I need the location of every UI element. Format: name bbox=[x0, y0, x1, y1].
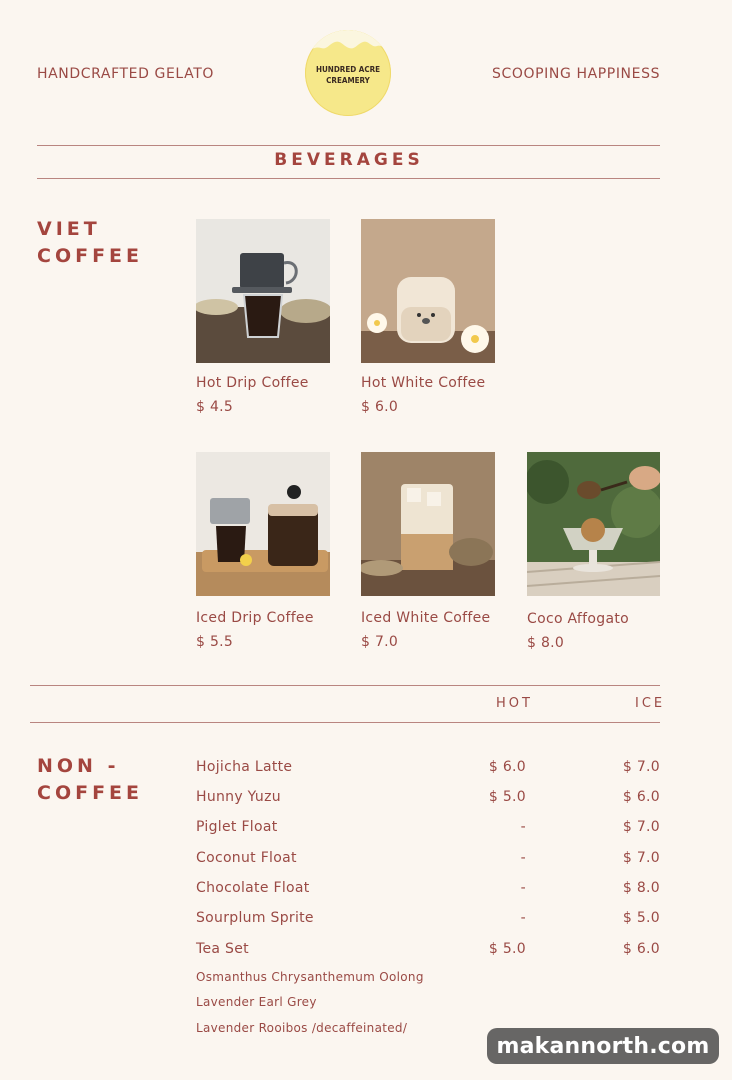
menu-row-name: Sourplum Sprite bbox=[196, 910, 314, 926]
coco-affogato-photo bbox=[527, 452, 660, 596]
menu-row-name: Coconut Float bbox=[196, 850, 297, 866]
viet-coffee-title bbox=[37, 216, 143, 270]
logo-line-1: HUNDRED ACRE bbox=[315, 65, 381, 74]
non-coffee-divider-top bbox=[30, 685, 660, 686]
non-coffee-divider-bottom bbox=[30, 722, 660, 723]
hot-white-coffee-photo bbox=[361, 219, 495, 363]
menu-row-name: Hojicha Latte bbox=[196, 759, 293, 775]
item-name: Iced Drip Coffee bbox=[196, 610, 314, 626]
tea-option: Osmanthus Chrysanthemum Oolong bbox=[196, 970, 424, 984]
logo-wordmark bbox=[305, 64, 391, 86]
item-price: $ 5.5 bbox=[196, 634, 234, 650]
viet-coffee-title-line-1: VIET bbox=[37, 218, 101, 240]
iced-white-coffee-photo bbox=[361, 452, 495, 596]
non-coffee-title-line-2: COFFEE bbox=[37, 782, 144, 804]
tea-option: Lavender Rooibos /decaffeinated/ bbox=[196, 1021, 408, 1035]
creamery-logo bbox=[305, 30, 391, 116]
menu-row-hot-price: - bbox=[520, 819, 526, 835]
menu-row-name: Hunny Yuzu bbox=[196, 789, 281, 805]
header-tagline-left: HANDCRAFTED GELATO bbox=[37, 66, 214, 82]
column-header-ice: ICE bbox=[635, 696, 666, 711]
beverages-title: BEVERAGES bbox=[274, 150, 424, 170]
menu-row-ice-price: $ 8.0 bbox=[622, 880, 660, 896]
viet-coffee-title-line-2: COFFEE bbox=[37, 245, 144, 267]
menu-row-hot-price: - bbox=[520, 880, 526, 896]
tea-option: Lavender Earl Grey bbox=[196, 995, 317, 1009]
divider-top bbox=[37, 145, 660, 146]
menu-row-ice-price: $ 5.0 bbox=[622, 910, 660, 926]
menu-row-ice-price: $ 7.0 bbox=[622, 819, 660, 835]
menu-row-ice-price: $ 7.0 bbox=[622, 759, 660, 775]
logo-line-2: CREAMERY bbox=[326, 76, 370, 85]
menu-row-ice-price: $ 7.0 bbox=[622, 850, 660, 866]
menu-row-hot-price: $ 5.0 bbox=[488, 941, 526, 957]
item-name: Coco Affogato bbox=[527, 611, 629, 627]
non-coffee-title bbox=[37, 753, 143, 807]
menu-row-ice-price: $ 6.0 bbox=[622, 941, 660, 957]
item-price: $ 4.5 bbox=[196, 399, 234, 415]
menu-row-hot-price: $ 6.0 bbox=[488, 759, 526, 775]
menu-row-ice-price: $ 6.0 bbox=[622, 789, 660, 805]
menu-row-hot-price: - bbox=[520, 850, 526, 866]
site-watermark: makannorth.com bbox=[487, 1028, 719, 1064]
item-name: Hot White Coffee bbox=[361, 375, 486, 391]
item-name: Hot Drip Coffee bbox=[196, 375, 309, 391]
header-tagline-right: SCOOPING HAPPINESS bbox=[492, 66, 661, 82]
non-coffee-title-line-1: NON - bbox=[37, 755, 120, 777]
menu-row-name: Tea Set bbox=[196, 941, 249, 957]
menu-row-hot-price: $ 5.0 bbox=[488, 789, 526, 805]
menu-row-hot-price: - bbox=[520, 910, 526, 926]
item-price: $ 6.0 bbox=[361, 399, 399, 415]
menu-row-name: Piglet Float bbox=[196, 819, 278, 835]
menu-row-name: Chocolate Float bbox=[196, 880, 310, 896]
item-price: $ 7.0 bbox=[361, 634, 399, 650]
divider-bottom bbox=[37, 178, 660, 179]
column-header-hot: HOT bbox=[496, 696, 533, 711]
hot-drip-coffee-photo bbox=[196, 219, 330, 363]
item-name: Iced White Coffee bbox=[361, 610, 491, 626]
item-price: $ 8.0 bbox=[527, 635, 565, 651]
iced-drip-coffee-photo bbox=[196, 452, 330, 596]
